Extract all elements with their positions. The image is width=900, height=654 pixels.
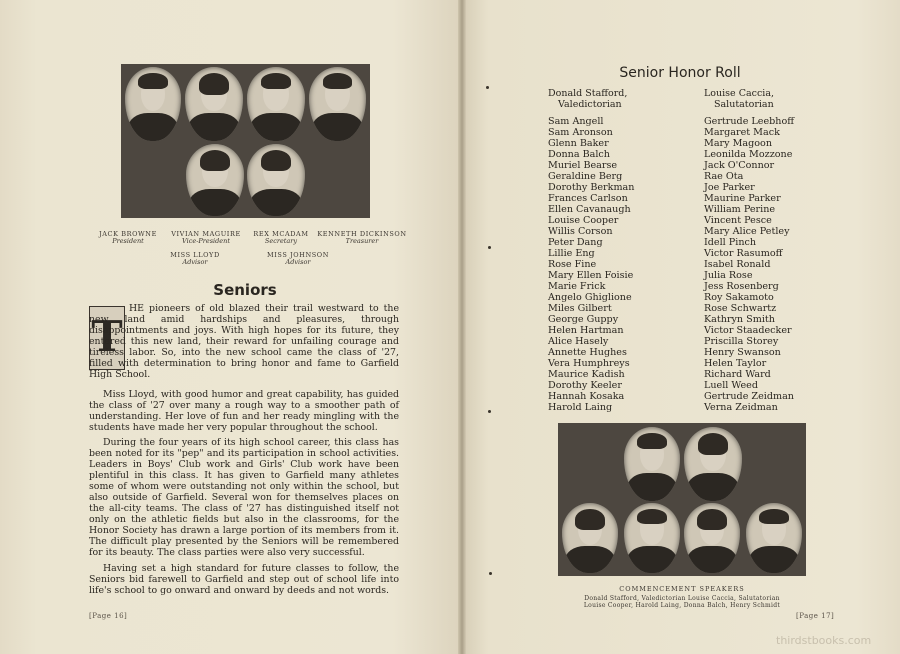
honor-roll-name: Alice Hasely <box>548 336 609 347</box>
body-paragraph <box>89 389 399 433</box>
honor-roll-name: Vincent Pesce <box>704 215 772 226</box>
honor-roll-name: Glenn Baker <box>548 138 609 149</box>
honor-roll-name: Peter Dang <box>548 237 603 248</box>
honor-roll-name: Victor Staadecker <box>704 325 792 336</box>
binding-mark <box>486 86 489 89</box>
honor-roll-name: Julia Rose <box>704 270 753 281</box>
honor-roll-name: Sam Angell <box>548 116 604 127</box>
honor-roll-name: Luell Weed <box>704 380 758 391</box>
honor-roll-name: Willis Corson <box>548 226 613 237</box>
honor-roll-column-1 <box>548 116 634 413</box>
officer-name: KENNETH DICKINSON <box>317 230 407 238</box>
honor-roll-name: Henry Swanson <box>704 347 781 358</box>
officer-portrait <box>125 67 181 141</box>
honor-roll-name: Vera Humphreys <box>548 358 630 369</box>
speaker-portrait <box>624 427 680 501</box>
speaker-portrait <box>684 503 740 573</box>
honor-roll-name: Geraldine Berg <box>548 171 623 182</box>
honor-roll-name: Richard Ward <box>704 369 771 380</box>
body-paragraph <box>89 563 399 596</box>
honor-roll-name: Roy Sakamoto <box>704 292 774 303</box>
section-title: Seniors <box>213 281 277 299</box>
honor-roll-name: Lillie Eng <box>548 248 595 259</box>
intro-paragraph <box>89 303 399 380</box>
honor-roll-name: Dorothy Keeler <box>548 380 622 391</box>
honor-roll-name: Maurice Kadish <box>548 369 625 380</box>
page-number: [Page 17] <box>796 612 835 620</box>
honor-roll-name: Leonilda Mozzone <box>704 149 793 160</box>
officers-photo-block <box>121 64 370 218</box>
advisor-portrait <box>247 144 305 216</box>
honor-roll-name: Rose Schwartz <box>704 303 777 314</box>
paragraph-text: Having set a high standard for future classes to follow, the Seniors bid farewell to Garfield and step out of school life into life's school to go onward and onward by deeds and not words. <box>89 563 399 596</box>
paragraph-text: Miss Lloyd, with good humor and great capability, has guided the class of '27 over many a rough way to a smoother path of understanding. Her love of fun and her ready mingling with the students have made her very popular throughout the school. <box>89 389 399 433</box>
page-number: [Page 16] <box>89 612 128 620</box>
officer-role: President <box>112 237 144 245</box>
honor-roll-name: Helen Taylor <box>704 358 767 369</box>
honor-roll-name: Frances Carlson <box>548 193 628 204</box>
binding-mark <box>488 410 491 413</box>
speaker-portrait <box>562 503 618 573</box>
officer-portrait <box>247 67 305 141</box>
honor-roll-name: Ellen Cavanaugh <box>548 204 631 215</box>
honor-roll-name: Muriel Bearse <box>548 160 618 171</box>
watermark: thirdstbooks.com <box>776 634 872 647</box>
officer-role: Vice-President <box>182 237 230 245</box>
honor-roll-name: Angelo Ghiglione <box>548 292 632 303</box>
advisor-name: MISS LLOYD <box>170 251 220 259</box>
honor-roll-name: Mary Magoon <box>704 138 773 149</box>
honor-roll-name: Annette Hughes <box>548 347 627 358</box>
valedictorian-role: Valedictorian <box>558 99 622 110</box>
honor-roll-name: Isabel Ronald <box>704 259 771 270</box>
honor-roll-name: Miles Gilbert <box>548 303 612 314</box>
honor-roll-name: Helen Hartman <box>548 325 624 336</box>
officer-portrait <box>309 67 366 141</box>
speaker-portrait <box>624 503 680 573</box>
salutatorian-entry <box>704 88 774 110</box>
officer-role: Treasurer <box>345 237 379 245</box>
drop-cap-letter: T <box>91 312 123 361</box>
advisor-portrait <box>186 144 244 216</box>
salutatorian-role: Salutatorian <box>714 99 774 110</box>
speakers-line-2: Louise Cooper, Harold Laing, Donna Balch, Henry Schmidt <box>583 602 781 609</box>
honor-roll-name: Gertrude Zeidman <box>704 391 794 402</box>
honor-roll-name: Victor Rasumoff <box>704 248 783 259</box>
honor-roll-name: Jess Rosenberg <box>704 281 779 292</box>
honor-roll-name: Jack O'Connor <box>704 160 775 171</box>
binding-mark <box>488 246 491 249</box>
honor-roll-column-2 <box>704 116 794 413</box>
paragraph-text: During the four years of its high school career, this class has been noted for its "pep" and its participation in school activities. Leaders in Boys' Club work and Girls' Club work have been plentiful in this class. It has given to Garfield many athletes some of whom were outstanding not only within the school, but also outside of Garfield. Several won for themselves places on the all-city teams. The class of '27 has distinguished itself not only on the athletic fields but also in the classrooms, for the Honor Society has drawn a large portion of its members from it. The difficult play presented by the Seniors will be remembered for its beauty. The class parties were also very successful. <box>89 437 399 558</box>
book-gutter <box>458 0 466 654</box>
paragraph-text: HE pioneers of old blazed their trail westward to the new land amid hardships and pleasures, through disappointments and joys. With high hopes for its future, they entered this new land, their reward for unfailing courage and tireless labor. So, into the new school came the class of '27, filled with determination to bring honor and fame to Garfield High School. <box>89 303 399 380</box>
valedictorian-entry <box>548 88 627 110</box>
officer-portrait <box>185 67 243 141</box>
speakers-line-1: Donald Stafford, Valedictorian Louise Caccia, Salutatorian <box>584 595 780 602</box>
honor-roll-name: Margaret Mack <box>704 127 780 138</box>
speaker-portrait <box>684 427 742 501</box>
officer-role: Secretary <box>264 237 298 245</box>
honor-roll-name: Joe Parker <box>704 182 755 193</box>
officer-name: JACK BROWNE <box>99 230 157 238</box>
honor-roll-name: Harold Laing <box>548 402 613 413</box>
officer-name: VIVIAN MAGUIRE <box>171 230 241 238</box>
honor-roll-name: Mary Ellen Foisie <box>548 270 634 281</box>
officer-name: REX MCADAM <box>253 230 309 238</box>
speakers-photo-block <box>558 423 806 576</box>
binding-mark <box>489 572 492 575</box>
honor-roll-name: Maurine Parker <box>704 193 781 204</box>
honor-roll-name: Verna Zeidman <box>704 402 778 413</box>
honor-roll-name: Hannah Kosaka <box>548 391 625 402</box>
honor-roll-name: Rose Fine <box>548 259 597 270</box>
honor-roll-name: George Guppy <box>548 314 619 325</box>
salutatorian-name: Louise Caccia, <box>704 88 774 99</box>
honor-roll-name: Marie Frick <box>548 281 606 292</box>
advisor-role: Advisor <box>182 258 208 266</box>
honor-roll-name: Idell Pinch <box>704 237 757 248</box>
honor-roll-title: Senior Honor Roll <box>619 65 741 81</box>
honor-roll-name: Sam Aronson <box>548 127 613 138</box>
honor-roll-name: Dorothy Berkman <box>548 182 635 193</box>
valedictorian-name: Donald Stafford, <box>548 88 628 99</box>
honor-roll-name: Rae Ota <box>704 171 744 182</box>
advisor-name: MISS JOHNSON <box>266 251 330 259</box>
honor-roll-name: Kathryn Smith <box>704 314 775 325</box>
honor-roll-name: Priscilla Storey <box>704 336 779 347</box>
honor-roll-name: Gertrude Leebhoff <box>704 116 795 127</box>
body-paragraph <box>89 437 399 558</box>
speaker-portrait <box>746 503 802 573</box>
honor-roll-name: William Perine <box>704 204 776 215</box>
honor-roll-name: Louise Cooper <box>548 215 619 226</box>
advisor-role: Advisor <box>285 258 311 266</box>
honor-roll-name: Mary Alice Petley <box>704 226 790 237</box>
honor-roll-name: Donna Balch <box>548 149 610 160</box>
speakers-caption: COMMENCEMENT SPEAKERS <box>619 585 745 593</box>
